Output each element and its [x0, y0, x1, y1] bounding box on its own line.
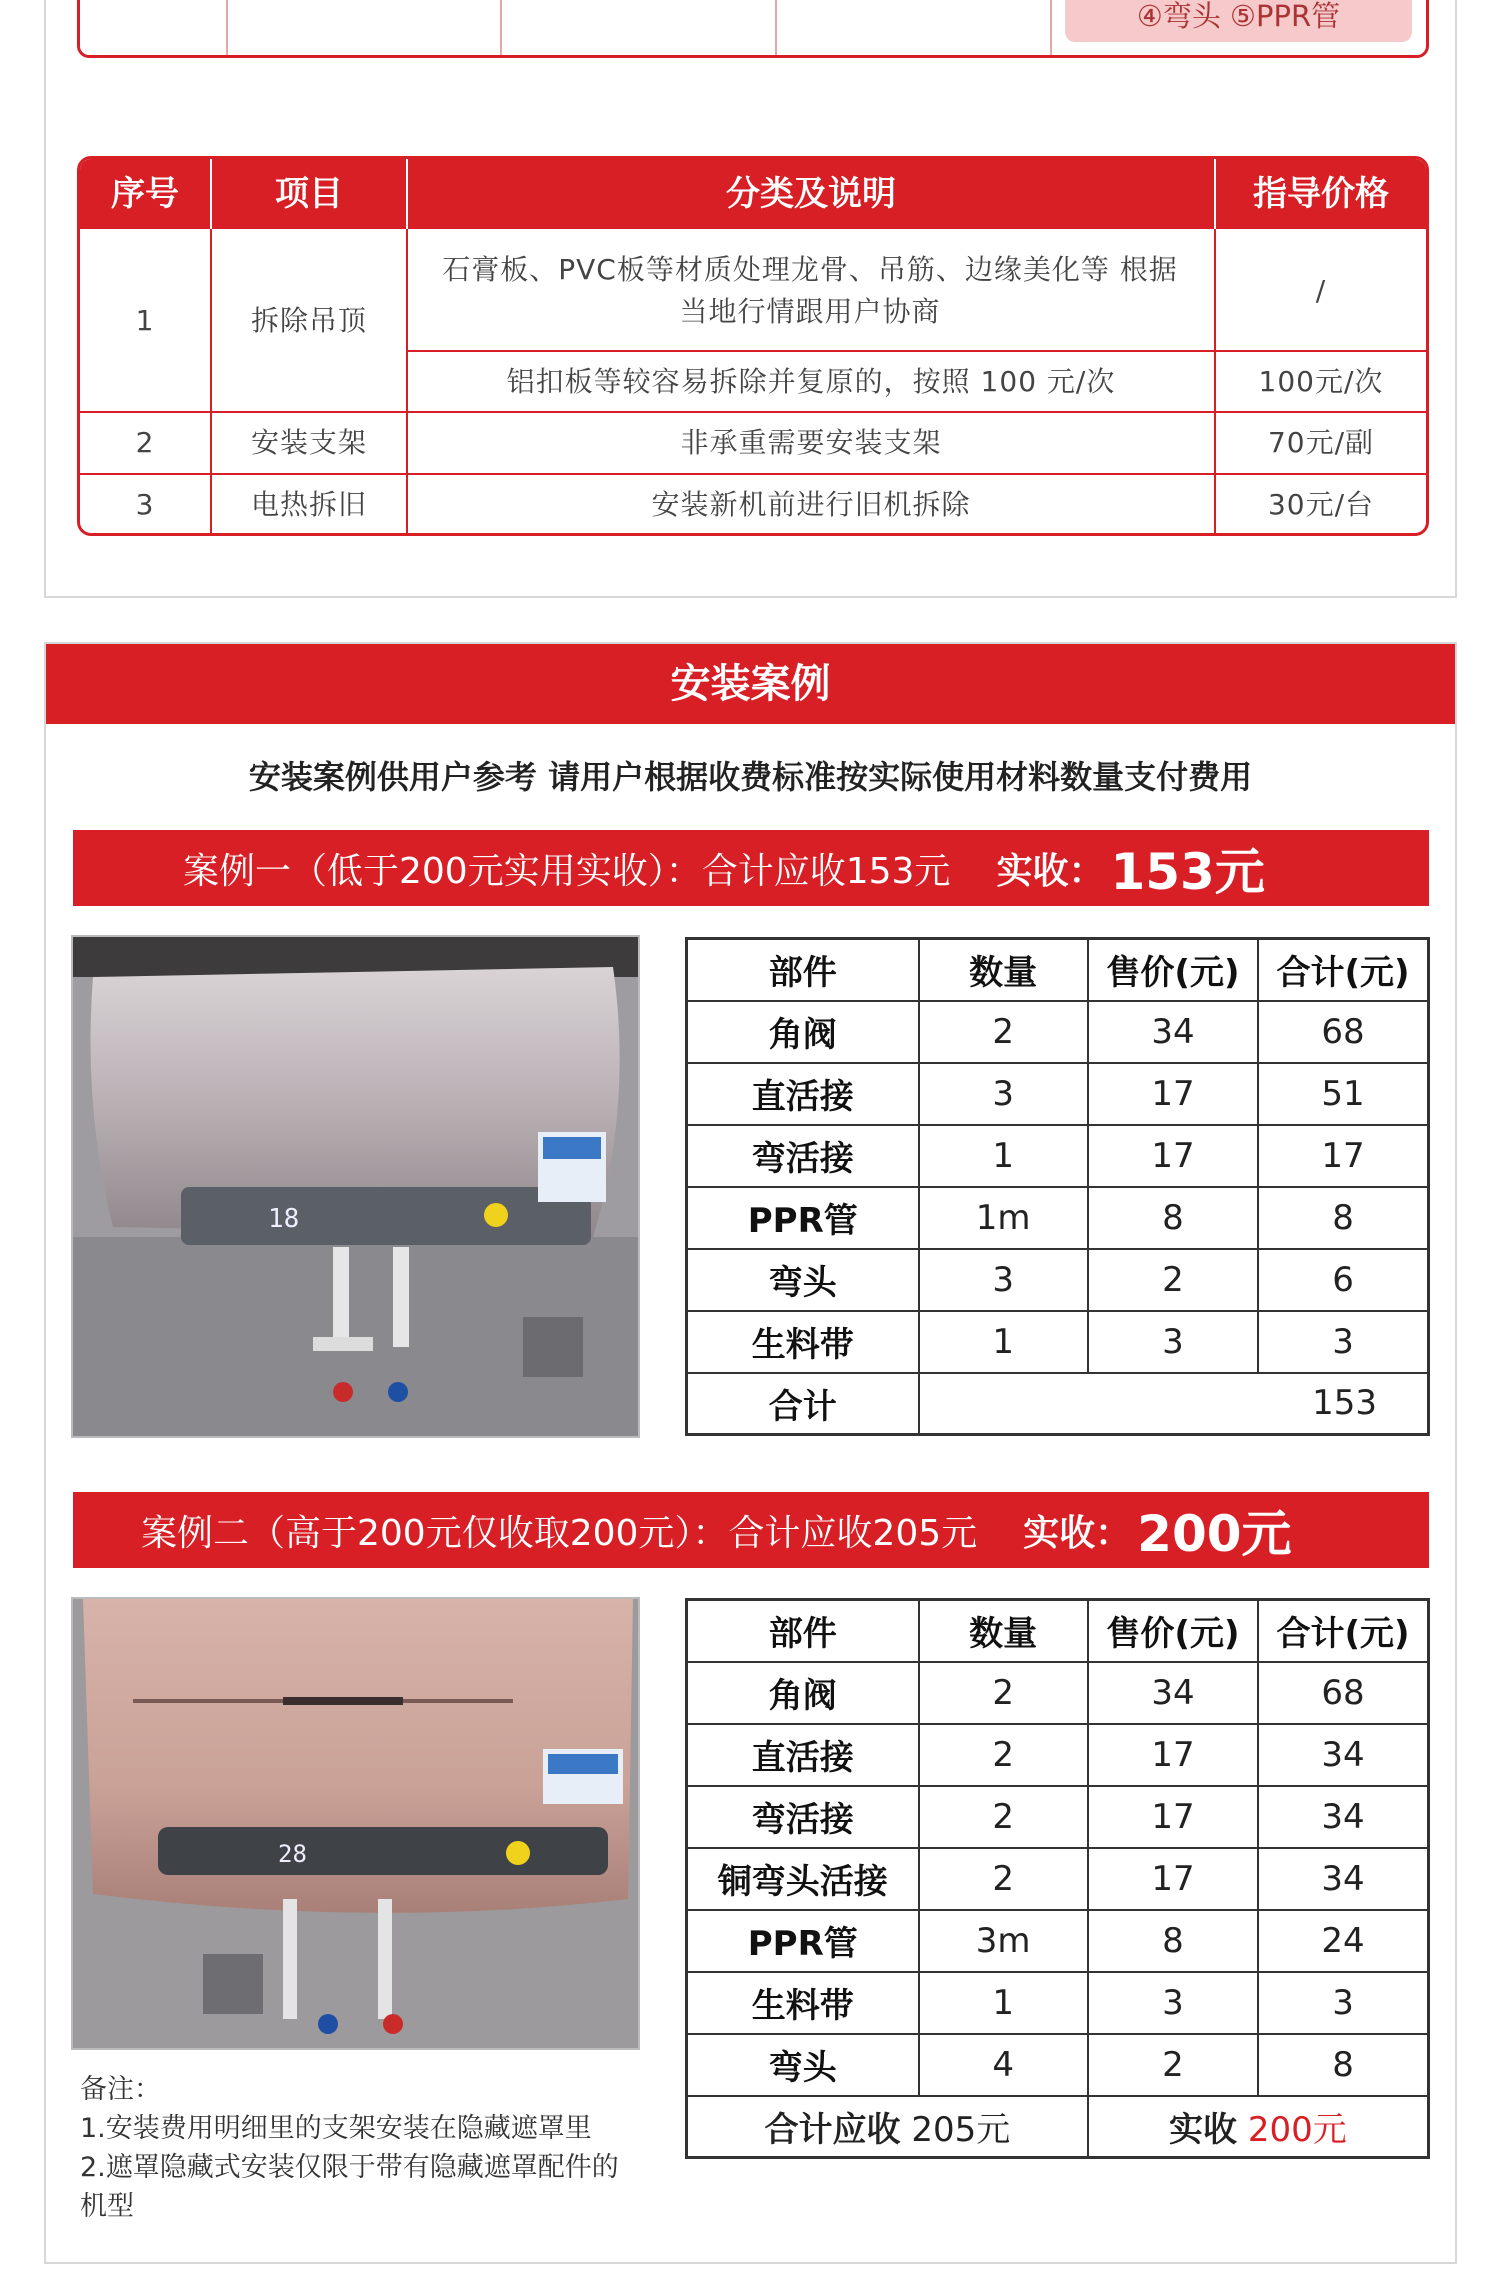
- row-desc: 安装新机前进行旧机拆除: [651, 488, 971, 521]
- notes-title: 备注：: [80, 2074, 161, 2105]
- case1-received-amount: 153元: [1110, 843, 1265, 901]
- notes-line: 1.安装费用明细里的支架安装在隐藏遮罩里: [80, 2113, 592, 2144]
- part-subtotal: 3: [1258, 1311, 1428, 1373]
- row-price: 70元/副: [1267, 426, 1375, 459]
- total-due-label: 合计应收: [764, 2109, 901, 2150]
- part-qty: 4: [919, 2034, 1088, 2096]
- part-name: 生料带: [687, 1311, 919, 1373]
- row-no: 2: [135, 426, 155, 459]
- part-name: 弯头: [687, 1249, 919, 1311]
- case2-parts-table: [685, 1598, 1430, 2159]
- header-no: 序号: [111, 174, 179, 214]
- part-qty: 2: [919, 1786, 1088, 1848]
- part-price: 17: [1088, 1125, 1258, 1187]
- received-label: 实收: [1169, 2109, 1238, 2150]
- header-subtotal: 合计(元): [1258, 1600, 1428, 1662]
- part-qty: 2: [919, 1001, 1088, 1063]
- table-row: [687, 1910, 1429, 1972]
- cases-subtitle: 安装案例供用户参考 请用户根据收费标准按实际使用材料数量支付费用: [248, 758, 1253, 796]
- part-price: 8: [1088, 1910, 1258, 1972]
- case1-parts-table: [685, 937, 1430, 1436]
- part-price: 2: [1088, 1249, 1258, 1311]
- part-price: 17: [1088, 1063, 1258, 1125]
- row-item: 安装支架: [250, 426, 367, 459]
- part-qty: 3: [919, 1249, 1088, 1311]
- part-qty: 1: [919, 1311, 1088, 1373]
- row-price: /: [1315, 273, 1327, 307]
- part-subtotal: 34: [1258, 1848, 1428, 1910]
- table-row: [687, 1724, 1429, 1786]
- part-subtotal: 8: [1258, 2034, 1428, 2096]
- case2-display-readout: 28: [278, 1840, 307, 1868]
- part-subtotal: 68: [1258, 1662, 1428, 1724]
- part-qty: 1: [919, 1125, 1088, 1187]
- part-name: 弯活接: [687, 1786, 919, 1848]
- table-row: [687, 1972, 1429, 2034]
- table-row: [687, 1786, 1429, 1848]
- part-price: 34: [1088, 1662, 1258, 1724]
- case2-desc: 案例二（高于200元仅收取200元）：合计应收205元: [141, 1512, 978, 1554]
- case1-display-readout: 18: [268, 1204, 300, 1234]
- notes-line: 2.遮罩隐藏式安装仅限于带有隐藏遮罩配件的机型: [80, 2152, 619, 2222]
- part-qty: 2: [919, 1848, 1088, 1910]
- case1-received-label: 实收：: [996, 850, 1105, 892]
- part-subtotal: 6: [1258, 1249, 1428, 1311]
- part-price: 3: [1088, 1311, 1258, 1373]
- header-desc: 分类及说明: [726, 174, 896, 214]
- row-item: 电热拆旧: [250, 488, 367, 521]
- part-name: 直活接: [687, 1063, 919, 1125]
- row-desc: 石膏板、PVC板等材质处理龙骨、吊筋、边缘美化等 根据当地行情跟用户协商: [442, 252, 1178, 328]
- table-total-row: [687, 2096, 1429, 2158]
- part-price: 34: [1088, 1001, 1258, 1063]
- part-subtotal: 68: [1258, 1001, 1428, 1063]
- row-item: 拆除吊顶: [250, 304, 367, 337]
- row-desc: 非承重需要安装支架: [680, 426, 942, 459]
- case1-desc: 案例一（低于200元实用实收）：合计应收153元: [183, 850, 951, 892]
- case2-received-label: 实收：: [1023, 1512, 1132, 1554]
- header-part: 部件: [687, 1600, 919, 1662]
- header-subtotal: 合计(元): [1258, 939, 1428, 1001]
- part-name: 铜弯头活接: [687, 1848, 919, 1910]
- part-qty: 1: [919, 1972, 1088, 2034]
- table-row: [687, 2034, 1429, 2096]
- part-price: 17: [1088, 1848, 1258, 1910]
- table-row: [687, 1249, 1429, 1311]
- case1-bar: [73, 830, 1429, 906]
- table-row: [687, 1063, 1429, 1125]
- total-due-value: 205元: [911, 2109, 1011, 2150]
- fee-table: [77, 156, 1429, 536]
- part-qty: 3m: [919, 1910, 1088, 1972]
- part-subtotal: 3: [1258, 1972, 1428, 2034]
- header-unit-price: 售价(元): [1088, 939, 1258, 1001]
- table-header-row: [687, 1600, 1429, 1662]
- header-qty: 数量: [919, 939, 1088, 1001]
- part-subtotal: 17: [1258, 1125, 1428, 1187]
- table-row: [687, 1311, 1429, 1373]
- table-row: [687, 1187, 1429, 1249]
- part-price: 17: [1088, 1724, 1258, 1786]
- part-name: 弯头: [687, 2034, 919, 2096]
- header-price: 指导价格: [1253, 174, 1389, 214]
- part-subtotal: 34: [1258, 1724, 1428, 1786]
- table-total-row: [687, 1373, 1429, 1435]
- part-name: 弯活接: [687, 1125, 919, 1187]
- part-qty: 2: [919, 1724, 1088, 1786]
- total-value: 153: [919, 1373, 1429, 1435]
- received-cell: [1088, 2096, 1429, 2158]
- part-price: 17: [1088, 1786, 1258, 1848]
- part-name: 角阀: [687, 1001, 919, 1063]
- part-subtotal: 8: [1258, 1187, 1428, 1249]
- part-subtotal: 34: [1258, 1786, 1428, 1848]
- row-no: 1: [135, 304, 155, 337]
- parts-pill: ④弯头 ⑤PPR管: [1065, 0, 1412, 42]
- header-unit-price: 售价(元): [1088, 1600, 1258, 1662]
- table-row: [687, 1125, 1429, 1187]
- table-row: [687, 1001, 1429, 1063]
- part-name: 生料带: [687, 1972, 919, 2034]
- part-name: PPR管: [687, 1910, 919, 1972]
- part-qty: 3: [919, 1063, 1088, 1125]
- header-item: 项目: [275, 174, 343, 214]
- row-price: 100元/次: [1258, 364, 1384, 398]
- case2-water-heater-photo: [71, 1597, 640, 2050]
- part-name: 角阀: [687, 1662, 919, 1724]
- part-price: 3: [1088, 1972, 1258, 2034]
- part-subtotal: 24: [1258, 1910, 1428, 1972]
- table-header-row: [687, 939, 1429, 1001]
- case2-bar: [73, 1492, 1429, 1568]
- part-name: 直活接: [687, 1724, 919, 1786]
- part-qty: 1m: [919, 1187, 1088, 1249]
- part-price: 2: [1088, 2034, 1258, 2096]
- header-qty: 数量: [919, 1600, 1088, 1662]
- part-price: 8: [1088, 1187, 1258, 1249]
- part-subtotal: 51: [1258, 1063, 1428, 1125]
- cases-banner: 安装案例: [46, 644, 1455, 724]
- table-row: [687, 1662, 1429, 1724]
- header-part: 部件: [687, 939, 919, 1001]
- part-qty: 2: [919, 1662, 1088, 1724]
- case1-water-heater-photo: [71, 935, 640, 1438]
- row-no: 3: [135, 488, 155, 521]
- row-price: 30元/台: [1267, 488, 1375, 521]
- case2-received-amount: 200元: [1137, 1505, 1292, 1563]
- row-desc: 铝扣板等较容易拆除并复原的，按照 100 元/次: [506, 364, 1116, 398]
- notes: [80, 2070, 640, 2226]
- total-due-cell: [687, 2096, 1088, 2158]
- total-label: 合计: [687, 1373, 919, 1435]
- part-name: PPR管: [687, 1187, 919, 1249]
- received-value: 200元: [1247, 2109, 1347, 2150]
- table-row: [687, 1848, 1429, 1910]
